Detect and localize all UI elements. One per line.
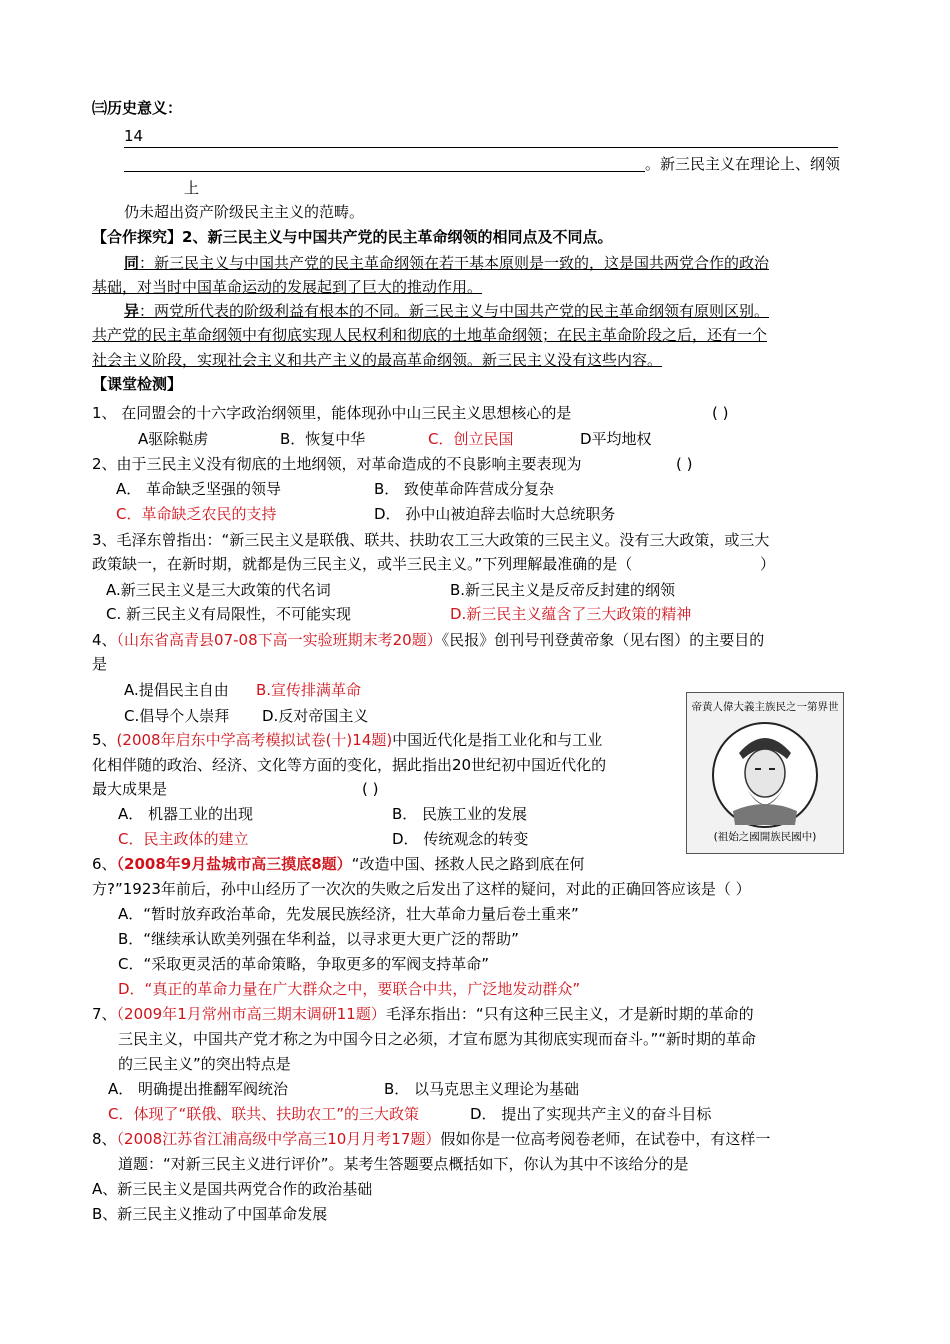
q7-line-2: 三民主义，中国共产党才称之为中国今日之必须，才宣布愿为其彻底实现而奋斗。”“新时期的革命 bbox=[118, 1030, 757, 1048]
q8-line-2: 道题：“对新三民主义进行评价”。某考生答题要点概括如下，你认为其中不该给分的是 bbox=[118, 1155, 689, 1173]
yellow-emperor-figure bbox=[686, 692, 844, 854]
q5-source: (2008年启东中学高考模拟试卷(十)14题) bbox=[116, 731, 393, 749]
line2-wrap: 上 bbox=[184, 179, 200, 197]
q7-option-a: A． 明确提出推翻军阀统治 bbox=[108, 1080, 289, 1098]
q7-line-1 bbox=[92, 1003, 754, 1025]
diff-para-1 bbox=[124, 300, 769, 322]
check-title: 【课堂检测】 bbox=[92, 375, 183, 393]
q5-line-3: 最大成果是 bbox=[92, 780, 168, 798]
same-para-1 bbox=[124, 252, 769, 274]
section-title: ㈢历史意义： bbox=[92, 99, 183, 117]
q1-option-b: B．恢复中华 bbox=[280, 430, 366, 448]
q4-num: 4、 bbox=[92, 631, 117, 649]
blank-line-2 bbox=[124, 171, 645, 172]
q4-source: （山东省高青县07-08下高一实验班期末考20题） bbox=[116, 631, 442, 649]
q4-option-d: D.反对帝国主义 bbox=[262, 707, 369, 725]
q7-source: （2009年1月常州市高三期末调研11题） bbox=[116, 1005, 386, 1023]
q4-line-2: 是 bbox=[92, 655, 108, 673]
q5-option-a: A． 机器工业的出现 bbox=[118, 805, 254, 823]
q4-line-1 bbox=[92, 629, 764, 651]
q3-line-2: 政策缺一，在新时期，就都是伪三民主义，或半三民主义。”下列理解最准确的是（ bbox=[92, 555, 633, 573]
line2-tail: 。新三民主义在理论上、纲领 bbox=[645, 155, 841, 173]
q4-option-c: C.倡导个人崇拜 bbox=[124, 707, 230, 725]
q7-option-b: B． 以马克思主义理论为基础 bbox=[384, 1080, 580, 1098]
q8-option-b: B、新三民主义推动了中国革命发展 bbox=[92, 1205, 328, 1223]
q7-option-d: D． 提出了实现共产主义的奋斗目标 bbox=[470, 1105, 712, 1123]
q3-option-d: D.新三民主义蕴含了三大政策的精神 bbox=[450, 605, 692, 623]
q1-option-c: C．创立民国 bbox=[428, 430, 514, 448]
figure-bottom-caption: (祖始之國開族民國中) bbox=[713, 831, 817, 843]
same-label: 同 bbox=[124, 254, 140, 272]
q6-text: “改造中国、拯救人民之路到底在何 bbox=[351, 855, 585, 873]
same-para-2: 基础，对当时中国革命运动的发展起到了巨大的推动作用。 bbox=[92, 278, 483, 296]
q7-num: 7、 bbox=[92, 1005, 117, 1023]
diff-label: 异 bbox=[124, 302, 140, 320]
q1-option-d: D平均地权 bbox=[580, 430, 652, 448]
q6-option-c: C．“采取更灵活的革命策略，争取更多的军阀支持革命” bbox=[118, 955, 490, 973]
q1-paren: ( ) bbox=[712, 404, 729, 422]
q5-option-d: D． 传统观念的转变 bbox=[392, 830, 529, 848]
q4-text: 《民报》创刊号刊登黄帝象（见右图）的主要目的 bbox=[441, 631, 765, 649]
q3-option-b: B.新三民主义是反帝反封建的纲领 bbox=[450, 581, 676, 599]
blank-line-1 bbox=[124, 147, 838, 148]
q8-source: （2008江苏省江浦高级中学高三10月月考17题） bbox=[116, 1130, 441, 1148]
q8-line-1 bbox=[92, 1128, 770, 1150]
q6-source: （2008年9月盐城市高三摸底8题） bbox=[116, 855, 352, 873]
q2-paren: ( ) bbox=[676, 455, 693, 473]
q6-line-1 bbox=[92, 853, 584, 875]
q2-option-d: D． 孙中山被迫辞去临时大总统职务 bbox=[374, 505, 616, 523]
q4-option-a: A.提倡民主自由 bbox=[124, 681, 229, 699]
q6-option-d: D．“真正的革命力量在广大群众之中，要联合中共，广泛地发动群众” bbox=[118, 980, 581, 998]
q6-line-2: 方?”1923年前后，孙中山经历了一次次的失败之后发出了这样的疑问，对此的正确回答应该是（ ） bbox=[92, 880, 751, 898]
q4-option-b: B.宣传排满革命 bbox=[256, 681, 362, 699]
diff-para-3: 社会主义阶段，实现社会主义和共产主义的最高革命纲领。新三民主义没有这些内容。 bbox=[92, 351, 663, 369]
q1-option-a: A驱除鞑虏 bbox=[138, 430, 209, 448]
q2-option-c: C．革命缺乏农民的支持 bbox=[116, 505, 277, 523]
q7-option-c: C．体现了“联俄、联共、扶助农工”的三大政策 bbox=[108, 1105, 420, 1123]
q5-paren: ( ) bbox=[362, 780, 379, 798]
diff-para-2: 共产党的民主革命纲领中有彻底实现人民权利和彻底的土地革命纲领；在民主革命阶段之后，还有一个 bbox=[92, 326, 768, 344]
q5-option-b: B． 民族工业的发展 bbox=[392, 805, 528, 823]
q2-stem: 2、由于三民主义没有彻底的土地纲领，对革命造成的不良影响主要表现为 bbox=[92, 455, 582, 473]
q8-text: 假如你是一位高考阅卷老师，在试卷中，有这样一 bbox=[440, 1130, 771, 1148]
q2-option-b: B． 致使革命阵营成分复杂 bbox=[374, 480, 555, 498]
q5-option-c: C．民主政体的建立 bbox=[118, 830, 249, 848]
q5-num: 5、 bbox=[92, 731, 117, 749]
same-text-1: ：新三民主义与中国共产党的民主革命纲领在若干基本原则是一致的，这是国共两党合作的政治 bbox=[139, 254, 770, 272]
q8-num: 8、 bbox=[92, 1130, 117, 1148]
q6-num: 6、 bbox=[92, 855, 117, 873]
q3-line-2-end: ） bbox=[760, 555, 776, 573]
figure-top-caption: 帝黄人偉大義主族民之一第界世 bbox=[691, 701, 839, 713]
coop-title: 【合作探究】2、新三民主义与中国共产党的民主革命纲领的相同点及不同点。 bbox=[92, 228, 613, 246]
q3-line-1: 3、毛泽东曾指出：“新三民主义是联俄、联共、扶助农工三大政策的三民主义。没有三大政策，或三大 bbox=[92, 531, 770, 549]
q3-option-c: C. 新三民主义有局限性，不可能实现 bbox=[106, 605, 352, 623]
q8-option-a: A、新三民主义是国共两党合作的政治基础 bbox=[92, 1180, 373, 1198]
q3-option-a: A.新三民主义是三大政策的代名词 bbox=[106, 581, 331, 599]
q6-option-b: B．“继续承认欧美列强在华利益，以寻求更大更广泛的帮助” bbox=[118, 930, 519, 948]
q7-text: 毛泽东指出：“只有这种三民主义，才是新时期的革命的 bbox=[385, 1005, 754, 1023]
q1-stem: 1、 在同盟会的十六字政治纲领里，能体现孙中山三民主义思想核心的是 bbox=[92, 404, 572, 422]
q5-line-1 bbox=[92, 729, 602, 751]
q6-option-a: A．“暂时放弃政治革命，先发展民族经济，壮大革命力量后卷土重来” bbox=[118, 905, 579, 923]
line3: 仍未超出资产阶级民主主义的范畴。 bbox=[124, 203, 365, 221]
fill-number: 14 bbox=[124, 127, 144, 145]
q5-text: 中国近代化是指工业化和与工业 bbox=[392, 731, 603, 749]
q7-line-3: 的三民主义”的突出特点是 bbox=[118, 1055, 291, 1073]
q2-option-a: A． 革命缺乏坚强的领导 bbox=[116, 480, 282, 498]
q5-line-2: 化相伴随的政治、经济、文化等方面的变化，据此指出20世纪初中国近代化的 bbox=[92, 756, 607, 774]
diff-text-1: ：两党所代表的阶级利益有根本的不同。新三民主义与中国共产党的民主革命纲领有原则区别。 bbox=[139, 302, 770, 320]
